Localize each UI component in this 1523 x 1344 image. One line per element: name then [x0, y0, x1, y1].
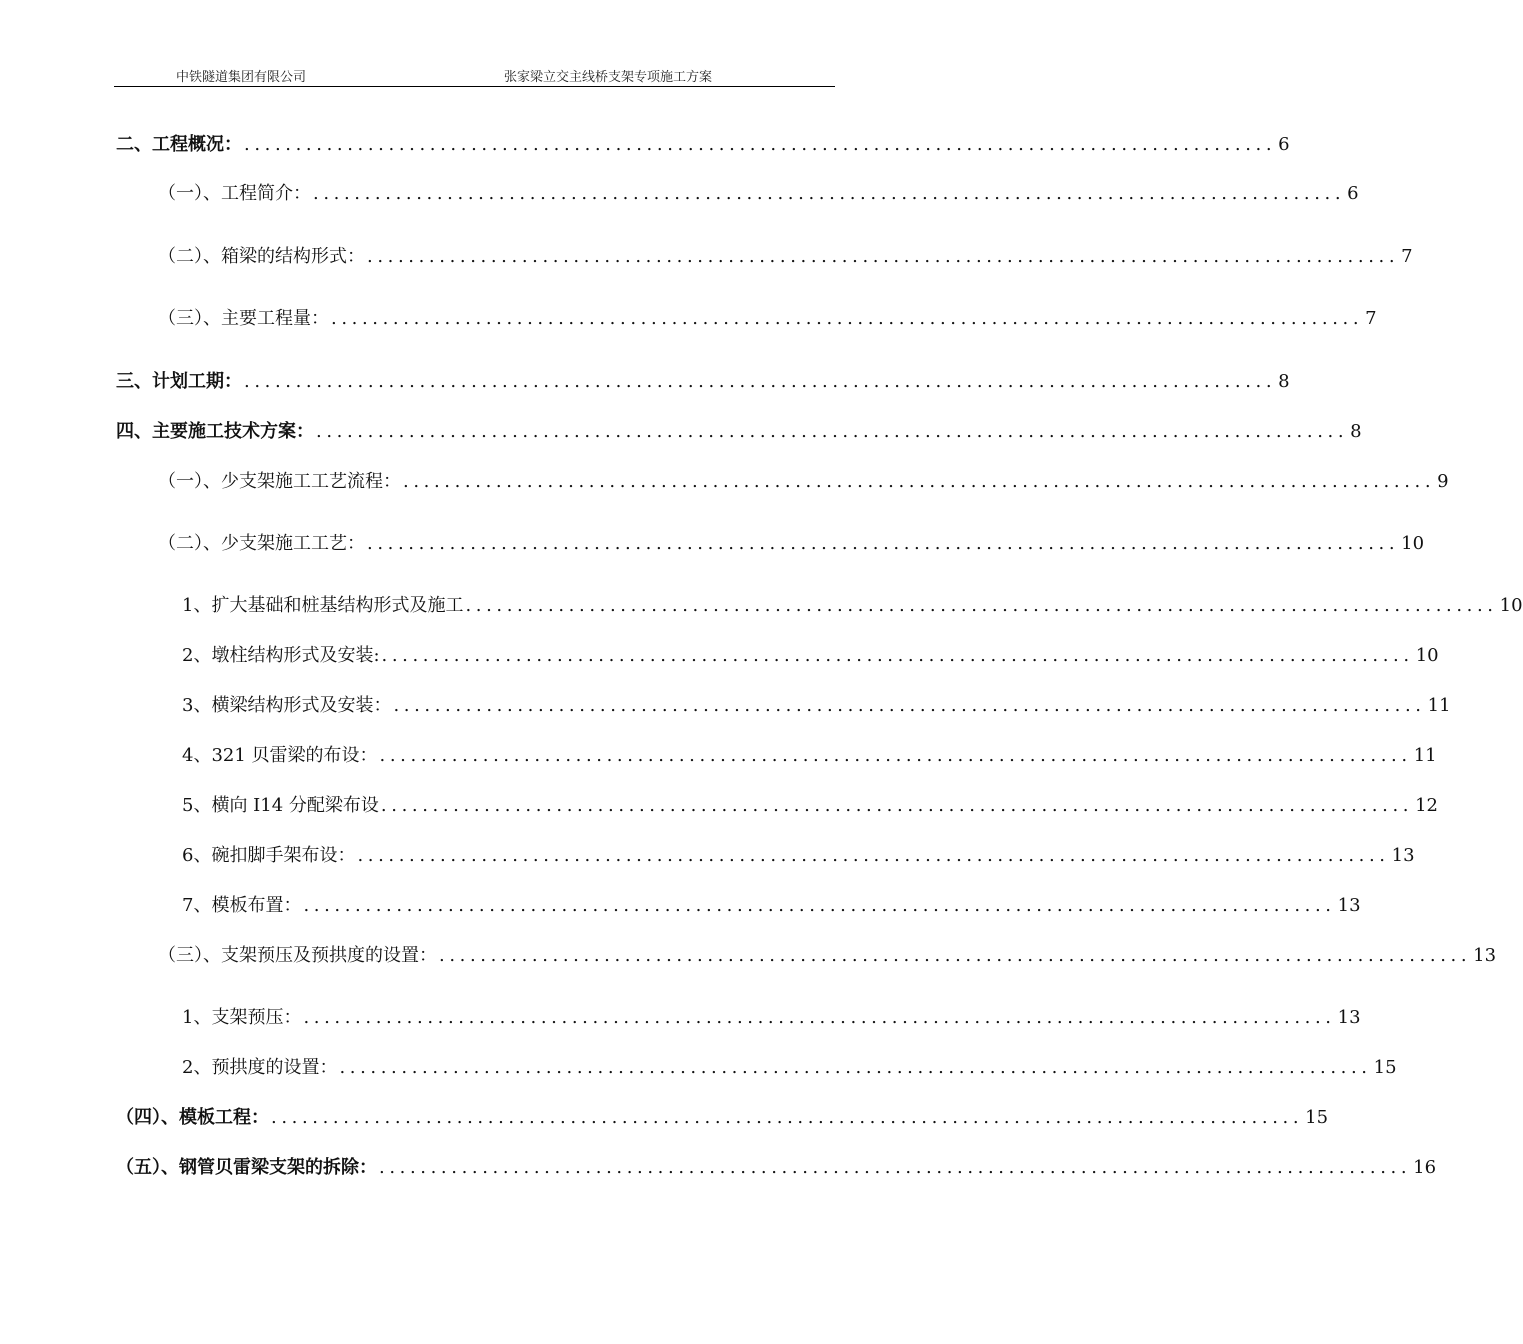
- toc-entry-page: 7: [1401, 246, 1413, 267]
- toc-entry-page: 11: [1413, 745, 1437, 766]
- toc-entry-page: 10: [1499, 595, 1523, 616]
- toc-leader-dots: ....................................................................................................: [331, 308, 1364, 329]
- toc-entry-page: 12: [1415, 795, 1438, 816]
- toc-entry[interactable]: [116, 133, 1290, 157]
- toc-entry[interactable]: [182, 794, 1438, 818]
- toc-entry-page: 11: [1427, 695, 1451, 716]
- toc-entry-page: 6: [1347, 183, 1359, 204]
- toc-entry-title: 二、工程概况：: [116, 134, 242, 155]
- toc-entry[interactable]: [182, 644, 1439, 668]
- toc-leader-dots: ....................................................................................................: [379, 745, 1412, 766]
- toc-entry-title: （五）、钢管贝雷梁支架的拆除：: [116, 1157, 377, 1178]
- toc-entry-page: 16: [1413, 1157, 1437, 1178]
- toc-entry-title: 1、支架预压：: [182, 1007, 302, 1028]
- toc-entry-title: （四）、模板工程：: [116, 1107, 269, 1128]
- toc-leader-dots: ....................................................................................................: [271, 1107, 1304, 1128]
- toc-entry[interactable]: [116, 1106, 1329, 1130]
- toc-entry-page: 13: [1473, 945, 1497, 966]
- toc-entry[interactable]: [158, 307, 1377, 331]
- toc-leader-dots: ....................................................................................................: [244, 134, 1277, 155]
- toc-entry-title: 三、计划工期：: [116, 371, 242, 392]
- page-header: [114, 64, 835, 87]
- toc-entry-title: 四、主要施工技术方案：: [116, 421, 314, 442]
- header-company: 中铁隧道集团有限公司: [176, 70, 307, 85]
- toc-entry-title: （二）、箱梁的结构形式：: [158, 246, 365, 267]
- toc-entry-page: 7: [1365, 308, 1377, 329]
- toc-entry[interactable]: [158, 245, 1413, 269]
- toc-entry-page: 10: [1415, 645, 1439, 666]
- toc-entry[interactable]: [158, 470, 1449, 494]
- toc-entry[interactable]: [116, 420, 1362, 444]
- toc-entry-title: （二）、少支架施工工艺：: [158, 533, 365, 554]
- toc-entry-title: （三）、主要工程量：: [158, 308, 329, 329]
- toc-entry[interactable]: [158, 182, 1359, 206]
- toc-entry-title: 5、横向 I14 分配梁布设: [182, 795, 379, 816]
- toc-entry[interactable]: [182, 1056, 1397, 1080]
- toc-entry-page: 8: [1350, 421, 1362, 442]
- toc-entry-page: 13: [1337, 1007, 1361, 1028]
- toc-entry-title: （一）、少支架施工工艺流程：: [158, 471, 401, 492]
- toc-leader-dots: ....................................................................................................: [381, 645, 1414, 666]
- toc-leader-dots: ....................................................................................................: [393, 695, 1426, 716]
- toc-leader-dots: ....................................................................................................: [465, 595, 1498, 616]
- toc-entry-title: 7、模板布置：: [182, 895, 302, 916]
- toc-entry-page: 15: [1305, 1107, 1329, 1128]
- toc-entry[interactable]: [182, 1006, 1361, 1030]
- toc-entry-page: 10: [1401, 533, 1425, 554]
- toc-entry[interactable]: [182, 744, 1437, 768]
- toc-entry-page: 9: [1437, 471, 1449, 492]
- toc-leader-dots: ....................................................................................................: [357, 845, 1390, 866]
- toc-entry-title: 4、321 贝雷梁的布设：: [182, 745, 378, 766]
- toc-leader-dots: ....................................................................................................: [244, 371, 1277, 392]
- toc-entry-page: 8: [1278, 371, 1290, 392]
- toc-entry-title: 2、预拱度的设置：: [182, 1057, 338, 1078]
- toc-leader-dots: ....................................................................................................: [379, 1157, 1412, 1178]
- toc-entry[interactable]: [158, 532, 1425, 556]
- toc-entry[interactable]: [158, 944, 1497, 968]
- toc-entry-title: 3、横梁结构形式及安装：: [182, 695, 392, 716]
- toc-entry[interactable]: [182, 844, 1415, 868]
- toc-entry[interactable]: [116, 370, 1290, 394]
- toc-entry[interactable]: [116, 1156, 1437, 1180]
- toc-entry[interactable]: [182, 594, 1523, 618]
- toc-leader-dots: ....................................................................................................: [367, 246, 1400, 267]
- toc-leader-dots: ....................................................................................................: [403, 471, 1436, 492]
- toc-leader-dots: ....................................................................................................: [339, 1057, 1372, 1078]
- toc-leader-dots: ....................................................................................................: [303, 895, 1336, 916]
- toc-leader-dots: ....................................................................................................: [380, 795, 1414, 816]
- toc-entry-page: 15: [1373, 1057, 1397, 1078]
- toc-entry-page: 6: [1278, 134, 1290, 155]
- toc-leader-dots: ....................................................................................................: [439, 945, 1472, 966]
- toc-entry-title: （一）、工程简介：: [158, 183, 311, 204]
- toc-entry-title: （三）、支架预压及预拱度的设置：: [158, 945, 437, 966]
- toc-leader-dots: ....................................................................................................: [316, 421, 1349, 442]
- toc-entry-title: 6、碗扣脚手架布设：: [182, 845, 356, 866]
- toc-leader-dots: ....................................................................................................: [313, 183, 1346, 204]
- toc-leader-dots: ....................................................................................................: [303, 1007, 1336, 1028]
- toc-entry-title: 1、扩大基础和桩基结构形式及施工: [182, 595, 464, 616]
- toc-leader-dots: ....................................................................................................: [367, 533, 1400, 554]
- toc-entry-page: 13: [1391, 845, 1415, 866]
- toc-entry-page: 13: [1337, 895, 1361, 916]
- toc-entry[interactable]: [182, 894, 1361, 918]
- toc-entry-title: 2、墩柱结构形式及安装:: [182, 645, 380, 666]
- toc-entry[interactable]: [182, 694, 1451, 718]
- header-document-title: 张家梁立交主线桥支架专项施工方案: [504, 70, 713, 85]
